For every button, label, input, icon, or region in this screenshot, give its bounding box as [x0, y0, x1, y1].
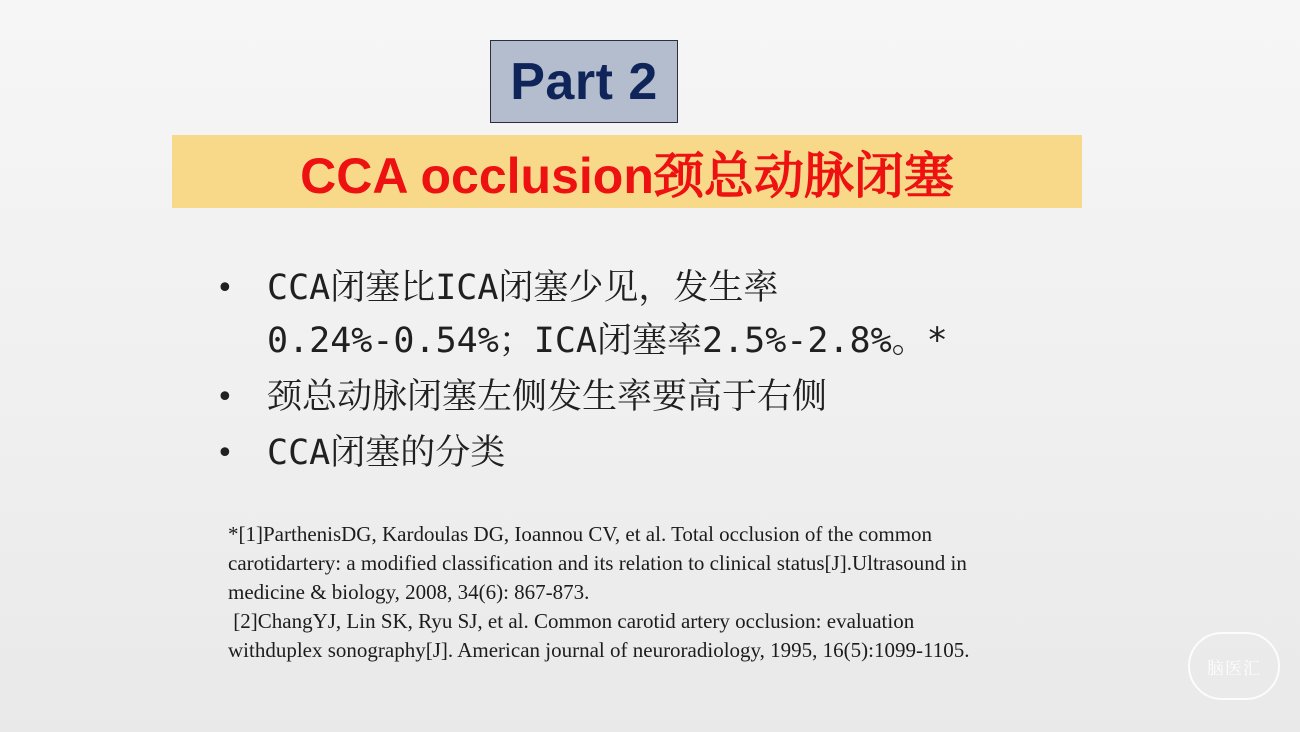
bullet-item: [212, 262, 1032, 368]
part-label-box: [490, 40, 678, 123]
bullet-icon: •: [216, 436, 234, 471]
reference-line: *[1]ParthenisDG, Kardoulas DG, Ioannou CV, et al. Total occlusion of the common: [228, 522, 933, 546]
bullet-text: CCA闭塞的分类: [267, 433, 506, 473]
watermark-logo: [1188, 632, 1280, 700]
reference-line: [2]ChangYJ, Lin SK, Ryu SJ, et al. Common carotid artery occlusion: evaluation: [228, 609, 915, 633]
reference-line: carotidartery: a modified classification and its relation to clinical status[J].Ultrasound in: [228, 551, 967, 575]
title-band: [172, 135, 1082, 208]
bullet-text: CCA闭塞比ICA闭塞少见，发生率0.24%-0.54%；ICA闭塞率2.5%-2.8%。*: [267, 268, 948, 361]
slide-title: CCA occlusion颈总动脉闭塞: [300, 147, 954, 204]
watermark-text: 脑医汇: [1207, 658, 1261, 679]
bullet-item: [212, 427, 1032, 480]
bullet-text: 颈总动脉闭塞左侧发生率要高于右侧: [267, 377, 828, 417]
bullet-icon: •: [216, 271, 234, 306]
bullet-list: [212, 262, 1032, 483]
reference-line: medicine & biology, 2008, 34(6): 867-873.: [228, 580, 590, 604]
bullet-icon: •: [216, 380, 234, 415]
reference-line: withduplex sonography[J]. American journal of neuroradiology, 1995, 16(5):1099-1105.: [228, 638, 970, 662]
references: [228, 520, 1108, 665]
bullet-item: [212, 371, 1032, 424]
part-label: Part 2: [510, 52, 658, 111]
